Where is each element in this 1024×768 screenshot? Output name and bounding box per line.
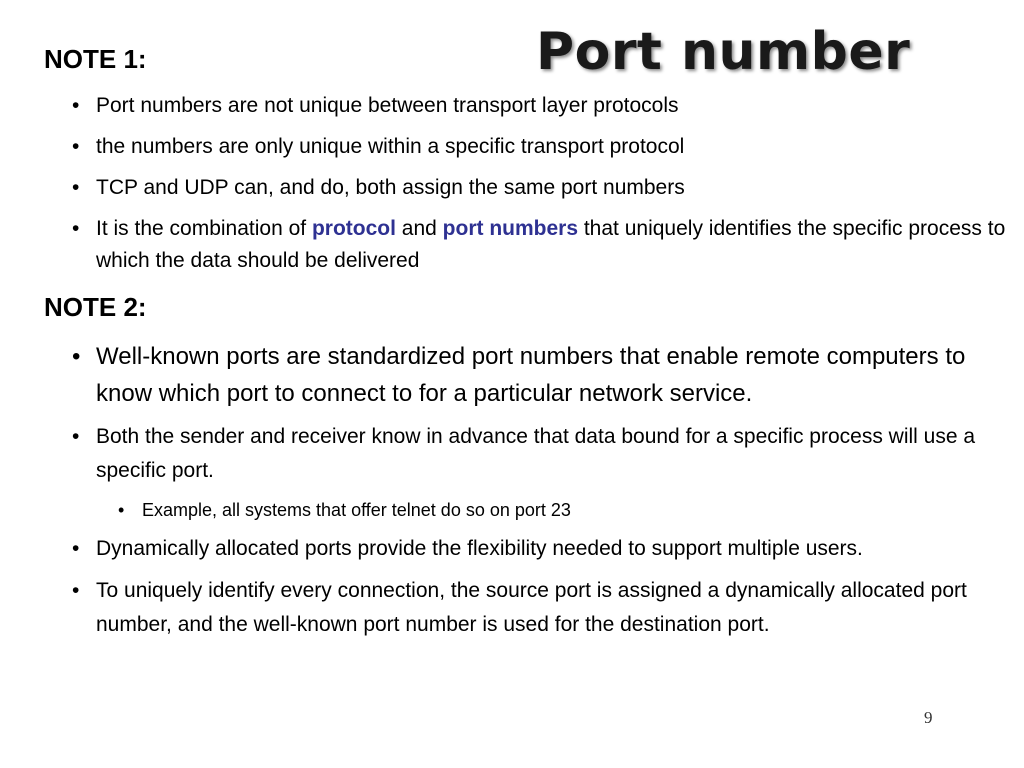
- bullet-text: Dynamically allocated ports provide the flexibility needed to support multiple users.: [96, 537, 863, 560]
- slide-title: Port number: [536, 22, 911, 82]
- note1-bullet-2: [70, 131, 1015, 163]
- bullet-text: To uniquely identify every connection, the source port is assigned a dynamically allocated port number, and the well-known port number is used for the destination port.: [96, 579, 967, 636]
- bullet-text: Well-known ports are standardized port numbers that enable remote computers to know which port to connect to for a particular network service.: [96, 343, 966, 407]
- bullet-text: Both the sender and receiver know in advance that data bound for a specific process will use a specific port.: [96, 425, 976, 482]
- bullet-text: the numbers are only unique within a specific transport protocol: [96, 135, 685, 158]
- note2-bullet-1: [70, 338, 995, 412]
- bullet-text: Port numbers are not unique between transport layer protocols: [96, 94, 679, 117]
- note1-bullet-4: [70, 213, 1015, 277]
- note1-bullet-1: [70, 90, 1015, 122]
- note2-bullet-list: [70, 338, 995, 650]
- note1-heading: NOTE 1:: [44, 44, 147, 74]
- bullet-text: Example, all systems that offer telnet do so on port 23: [142, 500, 571, 520]
- note2-sub-bullet: [116, 496, 995, 524]
- bullet-text-after: that uniquely identifies the specific process to which the data should be delivered: [96, 217, 1006, 272]
- note2-heading: NOTE 2:: [44, 292, 147, 322]
- bullet-text: TCP and UDP can, and do, both assign the same port numbers: [96, 176, 685, 199]
- note2-bullet-3: [70, 532, 995, 566]
- page-number: 9: [924, 708, 933, 727]
- note2-bullet-4: [70, 574, 995, 642]
- highlight-port-numbers: port numbers: [442, 217, 579, 240]
- highlight-protocol: protocol: [311, 217, 396, 240]
- note1-bullet-list: [70, 90, 1015, 286]
- bullet-text-middle: and: [395, 217, 443, 240]
- note1-bullet-3: [70, 172, 1015, 204]
- note2-bullet-2: [70, 420, 995, 488]
- bullet-text-before: It is the combination of: [96, 217, 312, 240]
